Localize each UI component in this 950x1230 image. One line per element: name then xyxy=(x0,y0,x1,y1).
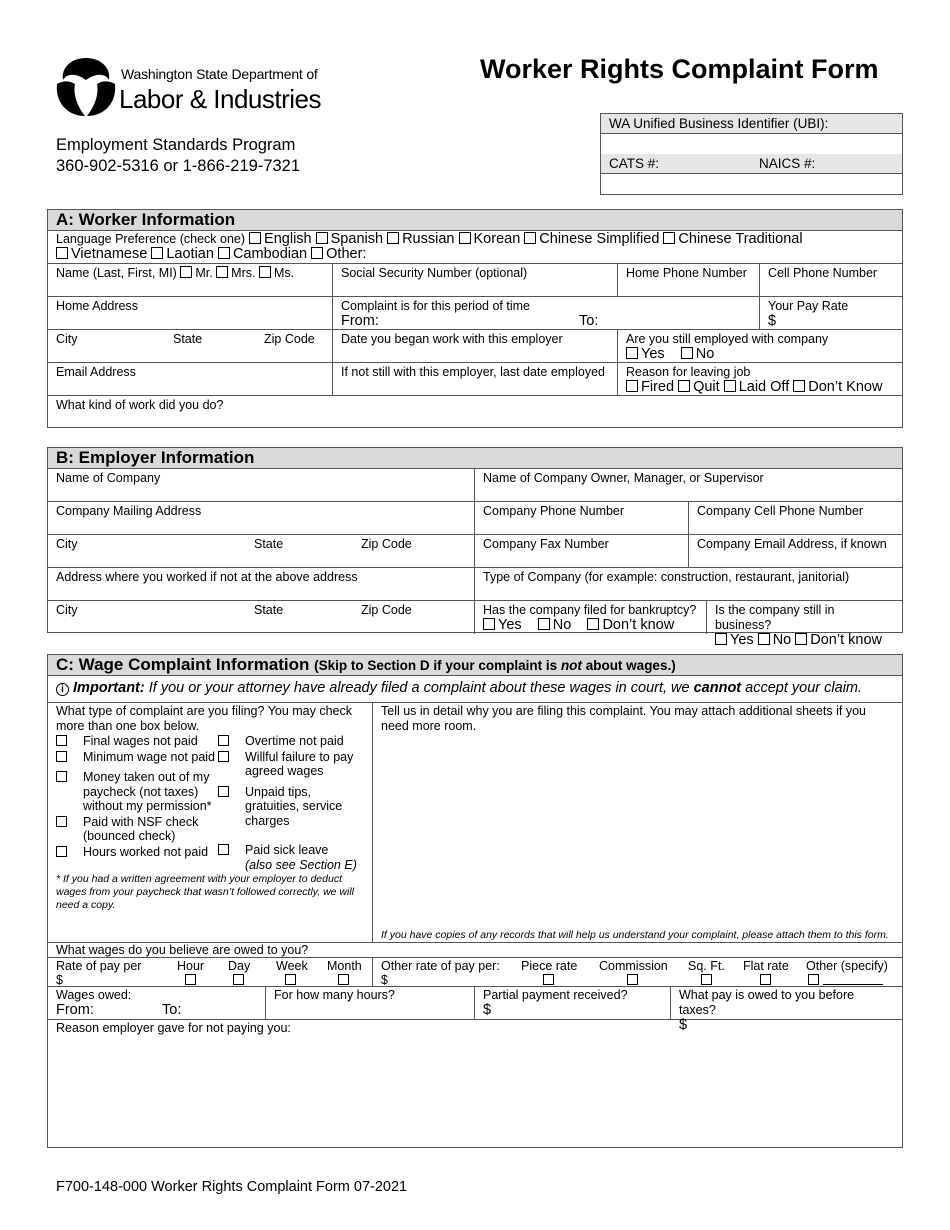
name-label: Name (Last, First, MI) xyxy=(56,266,177,280)
still-employed-yes-checkbox[interactable] xyxy=(626,347,638,359)
rate-label: Rate of pay per xyxy=(56,959,142,973)
unit-hour-checkbox[interactable] xyxy=(185,974,196,985)
partial-field[interactable] xyxy=(475,987,671,1019)
detail-field[interactable] xyxy=(373,703,902,942)
unit-other-checkbox[interactable] xyxy=(808,974,819,985)
info-icon: i xyxy=(56,683,69,696)
state-label: State xyxy=(173,332,203,346)
lang-laotian-checkbox[interactable] xyxy=(151,247,163,259)
subtitle-post: about wages.) xyxy=(581,658,676,673)
company-row xyxy=(48,469,902,502)
worked-address-label: Address where you worked if not at the above address xyxy=(56,570,358,584)
in-business-field xyxy=(707,601,902,648)
footnote: * If you had a written agreement with your employer to deduct wages from your paycheck that wasn’t followed correctly, we will need a copy. xyxy=(56,873,355,911)
in-business-options xyxy=(715,633,894,648)
type-tips xyxy=(218,785,364,829)
page-title: Worker Rights Complaint Form xyxy=(480,54,879,84)
lang-other-checkbox[interactable] xyxy=(311,247,323,259)
complaint-type-row xyxy=(48,703,902,943)
lang-cambodian: Cambodian xyxy=(232,246,308,262)
title-ms: Ms. xyxy=(273,266,295,280)
section-c-heading: C: Wage Complaint Information xyxy=(56,655,310,674)
lang-russian-checkbox[interactable] xyxy=(387,232,399,244)
subtitle-pre: (Skip to Section D if your complaint is xyxy=(314,658,561,673)
type-col-left xyxy=(56,734,218,873)
owed-question: What wages do you believe are owed to you? xyxy=(56,943,309,957)
wages-to: To: xyxy=(162,1002,182,1018)
type-sick-leave-text xyxy=(245,843,357,872)
still-employed-options xyxy=(626,347,894,362)
reason-row xyxy=(48,1017,902,1149)
in-business-dont-know: Don’t know xyxy=(810,632,882,648)
lang-korean: Korean xyxy=(473,231,521,247)
bankruptcy-dont-know-checkbox[interactable] xyxy=(587,618,599,630)
period-from: From: xyxy=(341,313,379,329)
title-ms-checkbox[interactable] xyxy=(259,266,271,278)
title-mrs: Mrs. xyxy=(231,266,256,280)
reason-quit: Quit xyxy=(693,379,720,395)
type-nsf-checkbox[interactable] xyxy=(56,816,67,827)
lang-laotian: Laotian xyxy=(166,246,214,262)
subtitle-em: not xyxy=(560,658,582,673)
hours-label: For how many hours? xyxy=(274,988,395,1002)
lang-korean-checkbox[interactable] xyxy=(459,232,471,244)
other-rate-dollar: $ xyxy=(381,973,388,987)
reason-dont-know: Don’t Know xyxy=(808,379,883,395)
still-employed-yes: Yes xyxy=(641,346,665,362)
work-label: What kind of work did you do? xyxy=(56,398,224,412)
worked-state-label: State xyxy=(254,603,284,617)
unit-flat-checkbox[interactable] xyxy=(760,974,771,985)
type-nsf xyxy=(56,815,218,844)
period-to: To: xyxy=(579,313,599,329)
rate-boxes xyxy=(56,973,364,986)
type-hours-label: Hours worked not paid xyxy=(83,844,209,859)
reason-laid-off-checkbox[interactable] xyxy=(724,380,736,392)
bankruptcy-yes-checkbox[interactable] xyxy=(483,618,495,630)
worked-city-field[interactable] xyxy=(48,601,475,634)
important-post: accept your claim. xyxy=(741,680,863,696)
type-minimum-wage-checkbox[interactable] xyxy=(56,751,67,762)
name-field[interactable] xyxy=(48,264,333,296)
company-phone-label: Company Phone Number xyxy=(483,504,625,518)
began-field[interactable] xyxy=(333,330,618,362)
unit-commission: Commission xyxy=(599,959,668,973)
type-nsf-label: Paid with NSF check (bounced check) xyxy=(83,814,199,843)
unit-month-checkbox[interactable] xyxy=(338,974,349,985)
company-phone-field[interactable] xyxy=(475,502,689,534)
lang-chinese-simplified: Chinese Simplified xyxy=(539,231,660,247)
unit-hour: Hour xyxy=(177,959,205,973)
company-name-label: Name of Company xyxy=(56,471,161,485)
lang-spanish: Spanish xyxy=(330,231,384,247)
bankruptcy-options xyxy=(483,618,698,633)
program-name: Employment Standards Program xyxy=(56,136,296,154)
owner-field[interactable] xyxy=(475,469,902,501)
lang-english-checkbox[interactable] xyxy=(249,232,261,244)
section-c xyxy=(47,654,903,1148)
title-mr: Mr. xyxy=(195,266,213,280)
company-fax-label: Company Fax Number xyxy=(483,537,609,551)
type-tips-checkbox[interactable] xyxy=(218,786,229,797)
type-overtime-label: Overtime not paid xyxy=(245,734,344,748)
type-columns xyxy=(56,734,364,873)
still-employed-no: No xyxy=(695,346,715,362)
home-address-field[interactable] xyxy=(48,297,333,329)
email-label: Email Address xyxy=(56,365,136,379)
work-row xyxy=(48,396,902,429)
company-city-row xyxy=(48,535,902,568)
in-business-dont-know-checkbox[interactable] xyxy=(795,633,807,645)
email-row xyxy=(48,363,902,396)
company-email-field[interactable] xyxy=(689,535,902,567)
lang-vietnamese-checkbox[interactable] xyxy=(56,247,68,259)
company-name-field[interactable] xyxy=(48,469,475,501)
type-tips-label: Unpaid tips, gratuities, service charges xyxy=(245,784,343,828)
lang-cambodian-checkbox[interactable] xyxy=(218,247,230,259)
last-date-label: If not still with this employer, last date employed xyxy=(341,365,606,379)
unit-commission-checkbox[interactable] xyxy=(627,974,638,985)
email-field[interactable] xyxy=(48,363,333,395)
lang-other: Other: xyxy=(326,246,367,262)
wages-owed-label: Wages owed: xyxy=(56,988,132,1002)
lang-russian: Russian xyxy=(402,231,455,247)
records-note: If you have copies of any records that will help us understand your complaint, please attach them to this form. xyxy=(381,929,889,941)
company-cell-field[interactable] xyxy=(689,502,902,534)
bankruptcy-label: Has the company filed for bankruptcy? xyxy=(483,603,697,617)
lang-chinese-traditional: Chinese Traditional xyxy=(678,231,803,247)
company-type-label: Type of Company (for example: construction, restaurant, janitorial) xyxy=(483,570,850,584)
cell-phone-field[interactable] xyxy=(760,264,902,296)
type-question: What type of complaint are you filing? You may check more than one box below. xyxy=(56,704,352,733)
reason-fired: Fired xyxy=(641,379,675,395)
unit-other: Other (specify) xyxy=(806,959,888,973)
type-willful xyxy=(218,750,364,779)
language-label: Language Preference (check one) xyxy=(56,232,246,246)
office-use-box xyxy=(600,113,903,195)
began-label: Date you began work with this employer xyxy=(341,332,563,346)
pay-rate-label: Your Pay Rate xyxy=(768,299,849,313)
unit-piece-checkbox[interactable] xyxy=(543,974,554,985)
company-fax-field[interactable] xyxy=(475,535,689,567)
period-label: Complaint is for this period of time xyxy=(341,299,530,313)
lang-chinese-traditional-checkbox[interactable] xyxy=(663,232,675,244)
reason-label: Reason employer gave for not paying you: xyxy=(56,1021,291,1035)
section-b-title: B: Employer Information xyxy=(48,448,902,469)
section-c-title xyxy=(48,655,902,676)
unit-piece: Piece rate xyxy=(521,959,578,973)
city-label: City xyxy=(56,332,78,346)
program-info xyxy=(56,135,300,177)
bankruptcy-yes: Yes xyxy=(498,617,522,633)
company-city-field[interactable] xyxy=(48,535,475,567)
type-sick-leave-checkbox[interactable] xyxy=(218,844,229,855)
partial-dollar: $ xyxy=(483,1002,492,1018)
period-dates xyxy=(341,314,751,329)
unit-week-checkbox[interactable] xyxy=(285,974,296,985)
pay-rate-field[interactable] xyxy=(760,297,902,329)
worked-city-label: City xyxy=(56,603,78,617)
title-mr-checkbox[interactable] xyxy=(180,266,192,278)
ssn-label: Social Security Number (optional) xyxy=(341,266,528,280)
in-business-yes-checkbox[interactable] xyxy=(715,633,727,645)
wages-owed-field[interactable] xyxy=(48,987,266,1019)
unit-month: Month xyxy=(327,959,362,973)
type-money-taken xyxy=(56,770,218,814)
company-zip-label: Zip Code xyxy=(361,537,412,551)
type-final-wages-label: Final wages not paid xyxy=(83,734,198,748)
bankruptcy-no-checkbox[interactable] xyxy=(538,618,550,630)
home-phone-label: Home Phone Number xyxy=(626,266,747,280)
unit-week: Week xyxy=(276,959,308,973)
other-rate-labels xyxy=(381,959,894,973)
worked-city-row xyxy=(48,601,902,648)
unit-sqft-checkbox[interactable] xyxy=(701,974,712,985)
in-business-no-checkbox[interactable] xyxy=(758,633,770,645)
type-willful-label: Willful failure to pay agreed wages xyxy=(245,749,354,778)
agency-logo xyxy=(55,54,325,120)
still-employed-no-checkbox[interactable] xyxy=(681,347,693,359)
company-city-label: City xyxy=(56,537,78,551)
hours-field[interactable] xyxy=(266,987,475,1019)
pay-rate-dollar: $ xyxy=(768,313,777,329)
language-cell xyxy=(48,231,902,263)
company-type-field[interactable] xyxy=(475,568,902,600)
unit-day-checkbox[interactable] xyxy=(233,974,244,985)
rate-row xyxy=(48,958,902,987)
wages-owed-dates xyxy=(56,1003,257,1018)
type-final-wages xyxy=(56,734,218,749)
period-field[interactable] xyxy=(333,297,760,329)
owner-label: Name of Company Owner, Manager, or Supervisor xyxy=(483,471,764,485)
type-sick-leave-label: Paid sick leave xyxy=(245,843,329,857)
type-overtime-checkbox[interactable] xyxy=(218,735,229,746)
cats-label: CATS #: xyxy=(609,156,660,171)
reason-leaving-label: Reason for leaving job xyxy=(626,365,751,379)
reason-quit-checkbox[interactable] xyxy=(678,380,690,392)
detail-label: Tell us in detail why you are filing this complaint. You may attach additional sheets if you need more room. xyxy=(381,704,866,733)
city-field[interactable] xyxy=(48,330,333,362)
cell-phone-label: Cell Phone Number xyxy=(768,266,878,280)
zip-label: Zip Code xyxy=(264,332,315,346)
logo-mark-icon xyxy=(55,54,117,118)
before-taxes-label: What pay is owed to you before taxes? xyxy=(679,988,855,1017)
address-row xyxy=(48,297,902,330)
type-sick-leave xyxy=(218,843,364,872)
in-business-label: Is the company still in business? xyxy=(715,603,835,632)
type-willful-checkbox[interactable] xyxy=(218,751,229,762)
rate-field[interactable] xyxy=(48,958,373,986)
still-employed-field xyxy=(618,330,902,362)
worked-zip-label: Zip Code xyxy=(361,603,412,617)
program-phone: 360-902-5316 or 1-866-219-7321 xyxy=(56,157,301,175)
cats-row xyxy=(601,154,902,174)
reason-leaving-field xyxy=(618,363,902,395)
type-minimum-wage xyxy=(56,750,218,765)
other-specify-line xyxy=(823,984,883,985)
unit-sqft: Sq. Ft. xyxy=(688,959,725,973)
company-cell-label: Company Cell Phone Number xyxy=(697,504,864,518)
other-rate-field[interactable] xyxy=(373,958,902,986)
lang-spanish-checkbox[interactable] xyxy=(316,232,328,244)
agency-line2: Labor & Industries xyxy=(119,84,322,114)
home-phone-field[interactable] xyxy=(618,264,760,296)
before-taxes-dollar: $ xyxy=(679,1017,688,1033)
complaint-type-cell xyxy=(48,703,373,942)
reason-field[interactable] xyxy=(48,1017,902,1149)
in-business-no: No xyxy=(772,632,792,648)
still-employed-label: Are you still employed with company xyxy=(626,332,829,346)
type-hours-checkbox[interactable] xyxy=(56,846,67,857)
section-c-subtitle xyxy=(314,658,676,673)
worked-address-row xyxy=(48,568,902,601)
section-b xyxy=(47,447,903,648)
type-col-right xyxy=(218,734,364,873)
company-state-label: State xyxy=(254,537,284,551)
type-hours xyxy=(56,845,218,860)
mailing-field[interactable] xyxy=(48,502,475,534)
language-row xyxy=(48,231,902,264)
cats-field[interactable] xyxy=(601,174,902,194)
owed-question-row xyxy=(48,943,902,958)
important-notice xyxy=(48,676,902,703)
other-rate-boxes xyxy=(381,973,894,986)
city-row xyxy=(48,330,902,363)
bankruptcy-dont-know: Don’t know xyxy=(602,617,675,633)
unit-day: Day xyxy=(228,959,251,973)
lang-english: English xyxy=(264,231,312,247)
company-email-label: Company Email Address, if known xyxy=(697,537,887,551)
section-a xyxy=(47,209,903,428)
sick-note: (also see Section E) xyxy=(245,857,357,872)
last-date-field[interactable] xyxy=(333,363,618,395)
bankruptcy-field xyxy=(475,601,707,634)
lang-vietnamese: Vietnamese xyxy=(71,246,148,262)
title-mrs-checkbox[interactable] xyxy=(216,266,228,278)
wages-from: From: xyxy=(56,1002,94,1018)
ubi-field[interactable] xyxy=(601,134,902,154)
before-taxes-field[interactable] xyxy=(671,987,902,1033)
work-field[interactable] xyxy=(48,396,902,429)
bankruptcy-no: No xyxy=(552,617,572,633)
other-rate-label: Other rate of pay per: xyxy=(381,959,500,973)
important-label: Important: xyxy=(73,680,145,696)
type-overtime xyxy=(218,734,364,749)
rate-dollar: $ xyxy=(56,973,63,987)
mailing-label: Company Mailing Address xyxy=(56,504,202,518)
ssn-field[interactable] xyxy=(333,264,618,296)
agency-line1: Washington State Department of xyxy=(121,66,318,82)
reason-fired-checkbox[interactable] xyxy=(626,380,638,392)
name-row xyxy=(48,264,902,297)
type-money-taken-label: Money taken out of my paycheck (not taxes) without my permission* xyxy=(83,770,212,813)
mailing-row xyxy=(48,502,902,535)
reason-dont-know-checkbox[interactable] xyxy=(793,380,805,392)
unit-flat: Flat rate xyxy=(743,959,789,973)
in-business-yes: Yes xyxy=(730,632,754,648)
home-address-label: Home Address xyxy=(56,299,138,313)
lang-chinese-simplified-checkbox[interactable] xyxy=(524,232,536,244)
important-em: cannot xyxy=(693,680,742,696)
partial-label: Partial payment received? xyxy=(483,988,628,1002)
naics-label: NAICS #: xyxy=(759,156,816,171)
type-final-wages-checkbox[interactable] xyxy=(56,735,67,746)
rate-labels xyxy=(56,959,364,973)
important-pre: If you or your attorney have already filed a complaint about these wages in court, we xyxy=(144,680,694,696)
worked-address-field[interactable] xyxy=(48,568,475,600)
type-money-taken-checkbox[interactable] xyxy=(56,771,67,782)
footer-form-id: F700-148-000 Worker Rights Complaint Form 07-2021 xyxy=(56,1179,408,1195)
reason-leaving-options xyxy=(626,380,894,395)
section-a-title: A: Worker Information xyxy=(48,210,902,231)
ubi-label: WA Unified Business Identifier (UBI): xyxy=(601,114,902,134)
type-minimum-wage-label: Minimum wage not paid xyxy=(83,749,216,764)
reason-laid-off: Laid Off xyxy=(738,379,790,395)
